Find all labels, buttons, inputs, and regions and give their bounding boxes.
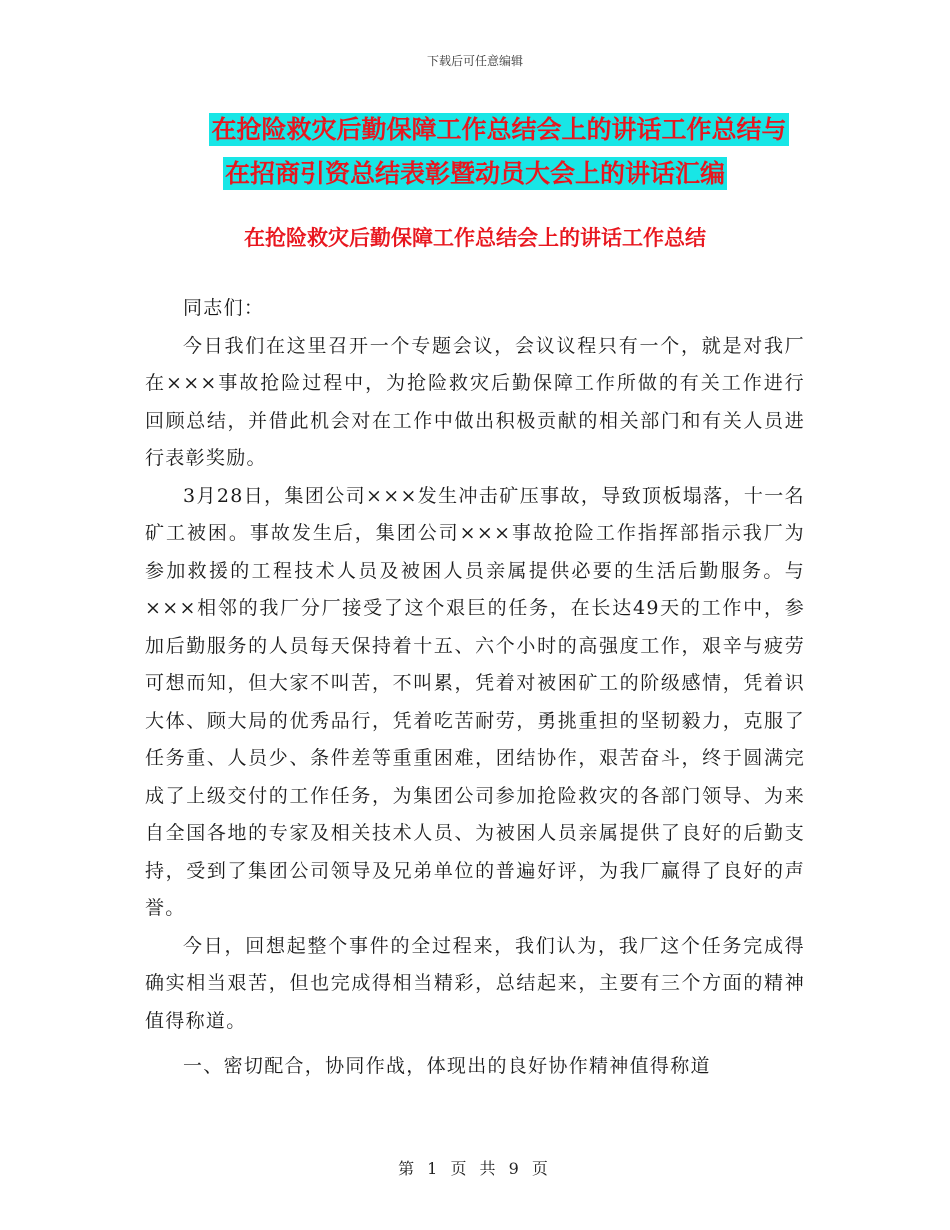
document-body: [145, 290, 805, 1086]
page-number: 第 1 页 共 9 页: [398, 1159, 552, 1178]
paragraph: 今日，回想起整个事件的全过程来，我们认为，我厂这个任务完成得确实相当艰苦，但也完成得相当精彩，总结起来，主要有三个方面的精神值得称道。: [145, 934, 805, 1032]
title-line-2: 在招商引资总结表彰暨动员大会上的讲话汇编: [224, 159, 725, 188]
paragraph: 今日我们在这里召开一个专题会议，会议议程只有一个，就是对我厂在×××事故抢险过程中，为抢险救灾后勤保障工作所做的有关工作进行回顾总结，并借此机会对在工作中做出积极贡献的相关部门和有关人员进行表彰奖励。: [145, 334, 805, 469]
paragraph: 3月28日，集团公司×××发生冲击矿压事故，导致顶板塌落，十一名矿工被困。事故发生后，集团公司×××事故抢险工作指挥部指示我厂为参加救援的工程技术人员及被困人员亲属提供必要的生活后勤服务。与×××相邻的我厂分厂接受了这个艰巨的任务，在长达49天的工作中，参加后勤服务的人员每天保持着十五、六个小时的高强度工作，艰辛与疲劳可想而知，但大家不叫苦，不叫累，凭着对被困矿工的阶级感情，凭着识大体、顾大局的优秀品行，凭着吃苦耐劳，勇挑重担的坚韧毅力，克服了任务重、人员少、条件差等重重困难，团结协作，艰苦奋斗，终于圆满完成了上级交付的工作任务，为集团公司参加抢险救灾的各部门领导、为来自全国各地的专家及相关技术人员、为被困人员亲属提供了良好的后勤支持，受到了集团公司领导及兄弟单位的普遍好评，为我厂赢得了良好的声誉。: [145, 484, 805, 919]
document-title: [0, 108, 950, 196]
header-note: 下载后可任意编辑: [426, 54, 523, 68]
title-line-1: 在抢险救灾后勤保障工作总结会上的讲话工作总结与: [211, 115, 787, 144]
subheading: 一、密切配合，协同作战，体现出的良好协作精神值得称道: [183, 1055, 711, 1077]
section-title: 在抢险救灾后勤保障工作总结会上的讲话工作总结: [244, 226, 706, 250]
greeting: 同志们：: [183, 297, 265, 319]
